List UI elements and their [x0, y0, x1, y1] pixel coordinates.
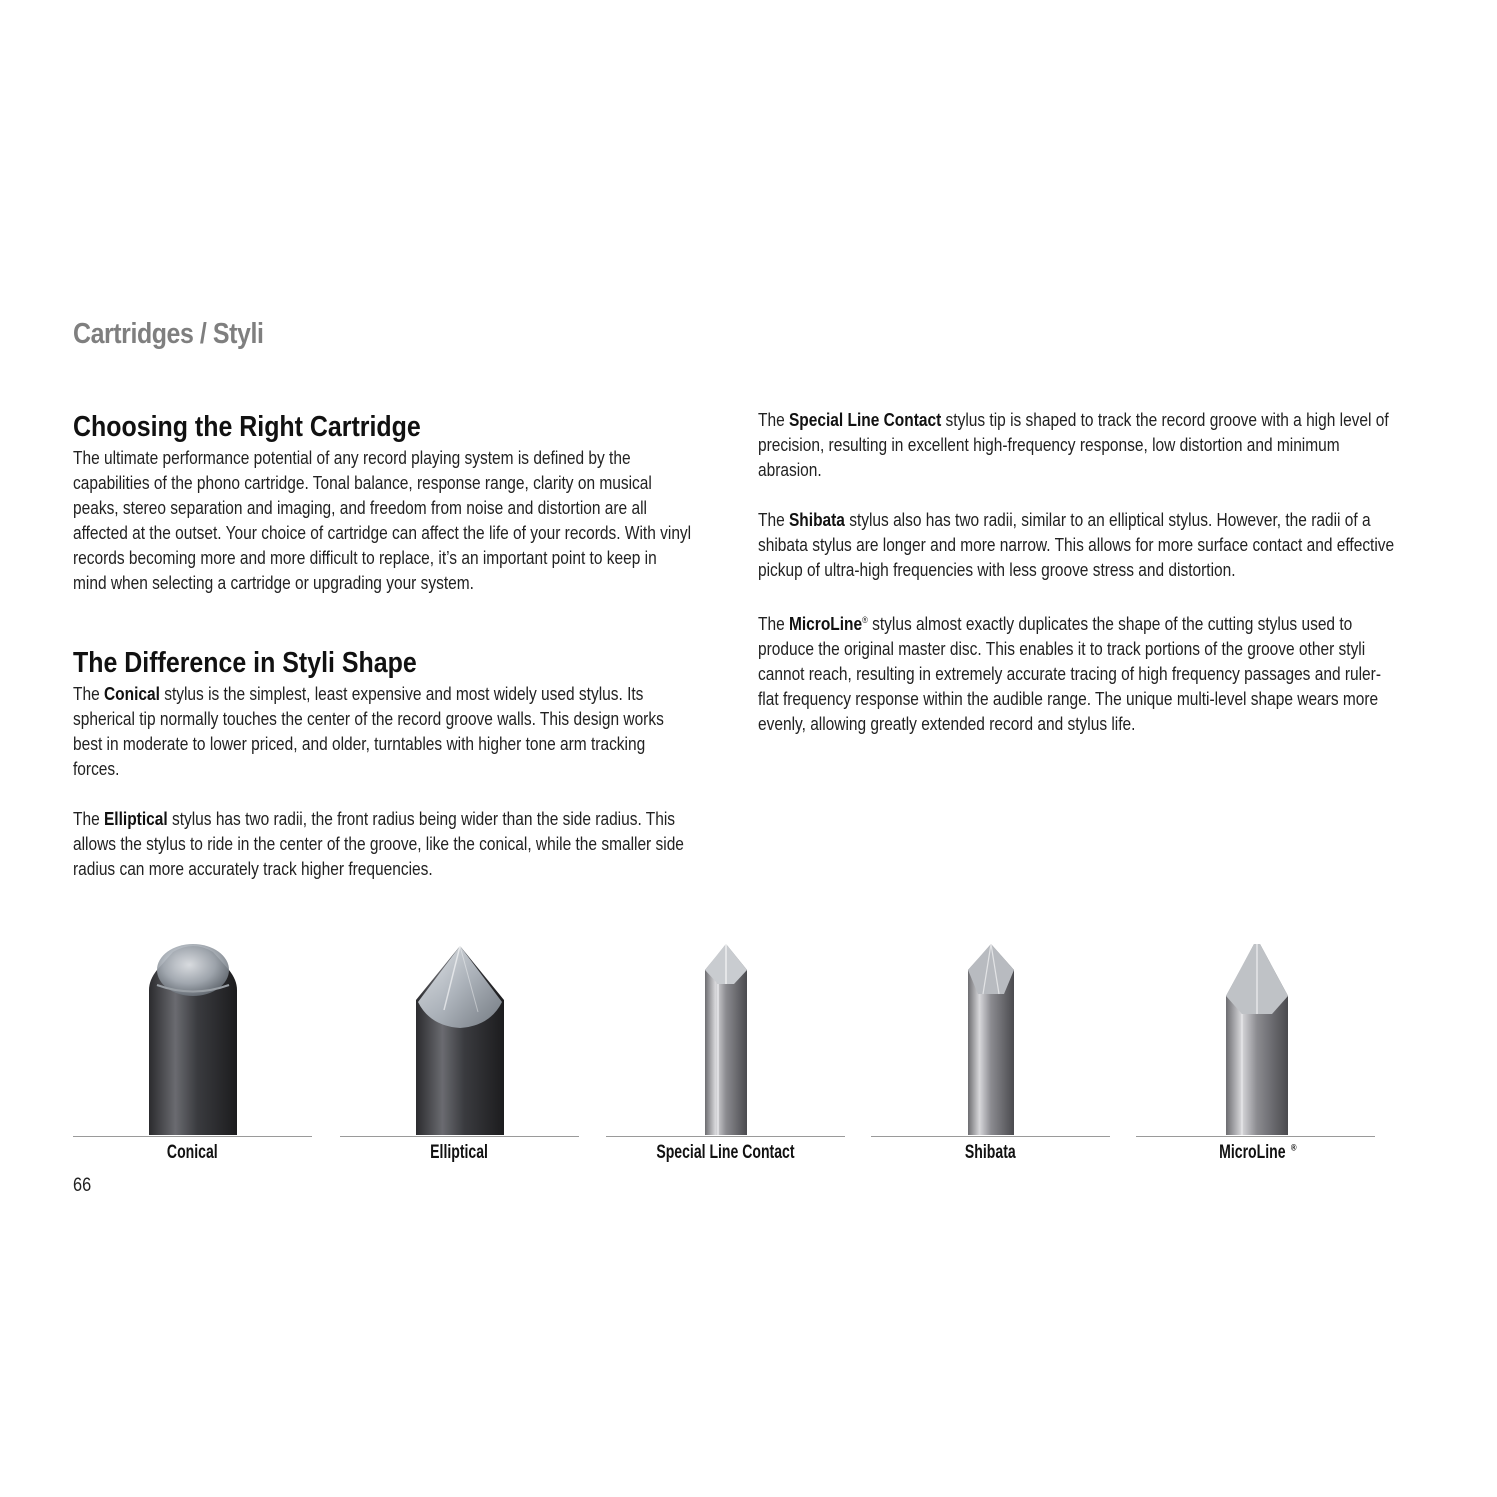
stylus-microline — [1136, 940, 1375, 1170]
conical-term: Conical — [103, 684, 160, 704]
microline-baseline — [1136, 1136, 1375, 1137]
section-title: Cartridges / Styli — [73, 318, 264, 350]
right-column — [758, 408, 1398, 737]
stylus-special-line-contact — [606, 940, 845, 1170]
special-line-contact-stylus-graphic — [606, 940, 845, 1136]
left-column — [73, 408, 693, 882]
shibata-term: Shibata — [788, 510, 845, 530]
special-line-contact-label: Special Line Contact — [656, 1142, 795, 1163]
shibata-stylus-graphic — [871, 940, 1110, 1136]
shibata-label: Shibata — [965, 1142, 1016, 1163]
elliptical-stylus-graphic — [340, 940, 579, 1136]
styli-illustrations — [73, 940, 1375, 1170]
elliptical-label: Elliptical — [430, 1142, 489, 1163]
elliptical-baseline — [340, 1136, 579, 1137]
stylus-conical — [73, 940, 312, 1170]
microline-stylus-graphic — [1136, 940, 1375, 1136]
conical-paragraph: The Conical stylus is the simplest, least expensive and most widely used stylus. Its spherical tip normally touches the center of the record groove walls. This design works best in moderate to lower priced, and older, turntables with higher tone arm tracking forces. — [73, 684, 664, 779]
conical-stylus-graphic — [73, 940, 312, 1136]
conical-label: Conical — [167, 1142, 218, 1163]
microline-term: MicroLine — [788, 614, 863, 634]
special-line-contact-term: Special Line Contact — [788, 410, 942, 430]
stylus-shibata — [871, 940, 1110, 1170]
elliptical-term: Elliptical — [103, 809, 168, 829]
page-number: 66 — [73, 1175, 92, 1196]
special-line-contact-paragraph: The Special Line Contact stylus tip is shaped to track the record groove with a high level of precision, resulting in excellent high-frequency response, low distortion and minimum abrasion. — [758, 410, 1389, 480]
heading-styli-shape: The Difference in Styli Shape — [73, 647, 417, 679]
elliptical-paragraph: The Elliptical stylus has two radii, the front radius being wider than the side radius. This allows the stylus to ride in the center of the groove, like the conical, while the smaller side radius can more accurately track higher frequencies. — [73, 809, 684, 879]
shibata-baseline — [871, 1136, 1110, 1137]
heading-choosing-cartridge: Choosing the Right Cartridge — [73, 411, 421, 443]
microline-label: MicroLine ® — [1219, 1142, 1297, 1163]
shibata-paragraph: The Shibata stylus also has two radii, similar to an elliptical stylus. However, the radii of a shibata stylus are longer and more narrow. This allows for more surface contact and effective pickup of ultra-high frequencies with less groove stress and distortion. — [758, 510, 1395, 580]
special-line-contact-baseline — [606, 1136, 845, 1137]
conical-baseline — [73, 1136, 312, 1137]
intro-paragraph: The ultimate performance potential of any record playing system is defined by the capabilities of the phono cartridge. Tonal balance, response range, clarity on musical peaks, stereo separation and imaging, and freedom from noise and distortion are all affected at the outset. Your choice of cartridge can affect the life of your records. With vinyl records becoming more and more difficult to replace, it’s an important point to keep in mind when selecting a cartridge or upgrading your system. — [73, 448, 692, 593]
stylus-elliptical — [340, 940, 579, 1170]
microline-paragraph: The MicroLine® stylus almost exactly duplicates the shape of the cutting stylus used to produce the original master disc. This enables it to track portions of the groove other styli cannot reach, resulting in extremely accurate tracing of high frequency passages and ruler-flat frequency response within the audible range. The unique multi-level shape wears more evenly, allowing greatly extended record and stylus life. — [758, 614, 1381, 734]
